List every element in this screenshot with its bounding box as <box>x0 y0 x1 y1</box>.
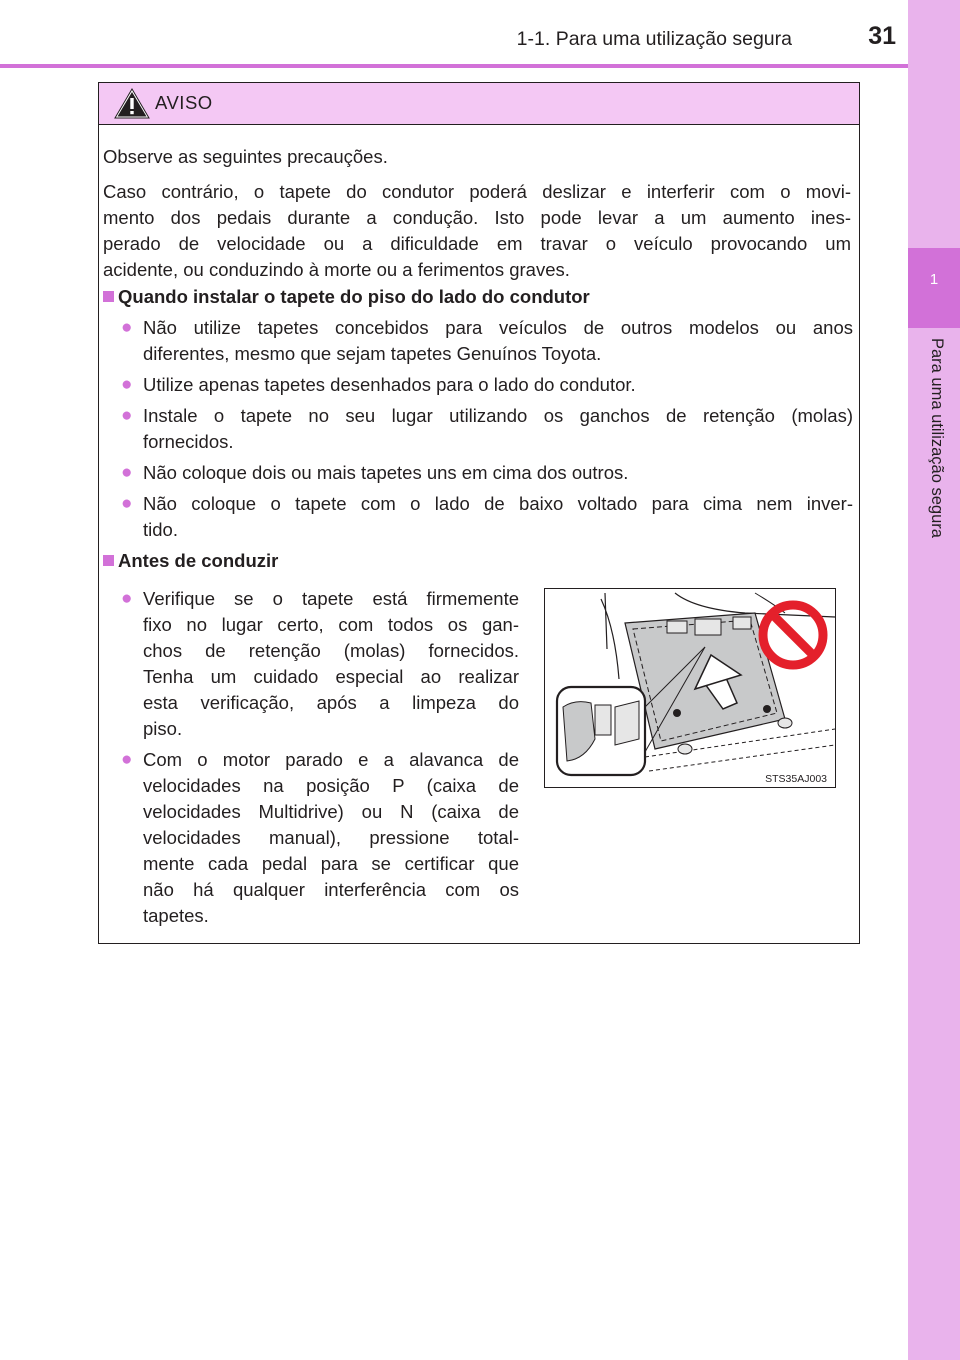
circle-bullet-icon: ● <box>121 317 133 338</box>
section-heading: Antes de conduzir <box>118 550 279 571</box>
list-item-line: chos de retenção (molas) fornecidos. <box>143 640 519 661</box>
floor-mat-illustration <box>544 588 836 788</box>
list-item-line: Não coloque o tapete com o lado de baixo voltado para cima nem inver- <box>143 493 853 514</box>
circle-bullet-icon: ● <box>121 493 133 514</box>
list-item-line: Com o motor parado e a alavanca de <box>143 749 519 770</box>
list-item-line: fornecidos. <box>143 431 234 452</box>
list-item-line: Utilize apenas tapetes desenhados para o lado do condutor. <box>143 374 636 395</box>
section-heading: Quando instalar o tapete do piso do lado do condutor <box>118 286 590 307</box>
list-item-line: velocidades Multidrive) ou N (caixa de <box>143 801 519 822</box>
list-item-line: piso. <box>143 718 183 739</box>
list-item-line: mente cada pedal para se certificar que <box>143 853 519 874</box>
list-item-line: diferentes, mesmo que sejam tapetes Genuínos Toyota. <box>143 343 602 364</box>
prohibited-icon <box>763 605 823 665</box>
list-item-line: tapetes. <box>143 905 209 926</box>
chapter-label: Para uma utilização segura <box>928 338 946 538</box>
list-item-line: Tenha um cuidado especial ao realizar <box>143 666 519 687</box>
warning-body-line: perado de velocidade ou a dificuldade em travar o veículo provocando um <box>103 233 851 254</box>
side-tab-strip <box>908 0 960 1360</box>
warning-body-line: mento dos pedais durante a condução. Isto pode levar a um aumento ines- <box>103 207 851 228</box>
square-bullet-icon <box>103 291 114 302</box>
list-item-line: Não coloque dois ou mais tapetes uns em cima dos outros. <box>143 462 629 483</box>
warning-intro: Observe as seguintes precauções. <box>103 146 388 167</box>
list-item-line: fixo no lugar certo, com todos os gan- <box>143 614 519 635</box>
warning-header <box>99 83 859 125</box>
list-item-line: velocidades na posição P (caixa de <box>143 775 519 796</box>
list-item-line: tido. <box>143 519 178 540</box>
warning-title: AVISO <box>155 92 213 113</box>
warning-triangle-icon <box>113 87 151 120</box>
circle-bullet-icon: ● <box>121 374 133 395</box>
list-item-line: Não utilize tapetes concebidos para veículos de outros modelos ou anos <box>143 317 853 338</box>
list-item-line: esta verificação, após a limpeza do <box>143 692 519 713</box>
section-title: 1-1. Para uma utilização segura <box>516 28 792 50</box>
list-item-line: velocidades manual), pressione total- <box>143 827 519 848</box>
list-item-line: não há qualquer interferência com os <box>143 879 519 900</box>
circle-bullet-icon: ● <box>121 462 133 483</box>
chapter-number: 1 <box>929 271 939 288</box>
figure-code: STS35AJ003 <box>765 773 827 785</box>
warning-body-line: acidente, ou conduzindo à morte ou a ferimentos graves. <box>103 259 570 280</box>
header-rule <box>0 64 908 68</box>
warning-body-line: Caso contrário, o tapete do condutor poderá deslizar e interferir com o movi- <box>103 181 851 202</box>
circle-bullet-icon: ● <box>121 588 133 609</box>
square-bullet-icon <box>103 555 114 566</box>
warning-box <box>98 82 860 944</box>
page-number: 31 <box>868 22 896 50</box>
list-item-line: Instale o tapete no seu lugar utilizando os ganchos de retenção (molas) <box>143 405 853 426</box>
circle-bullet-icon: ● <box>121 405 133 426</box>
chapter-tab[interactable] <box>908 248 960 328</box>
circle-bullet-icon: ● <box>121 749 133 770</box>
list-item-line: Verifique se o tapete está firmemente <box>143 588 519 609</box>
floor-mat-drawing <box>545 589 835 787</box>
